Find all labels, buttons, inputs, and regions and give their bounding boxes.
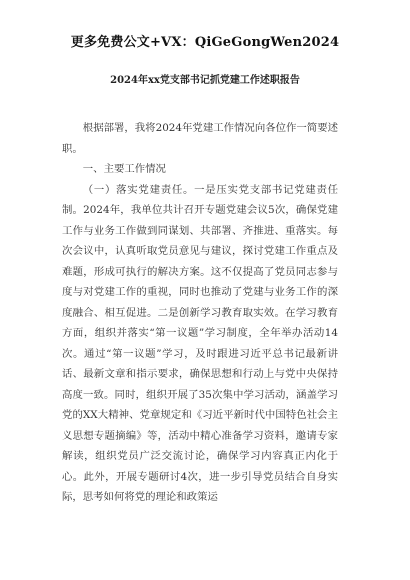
section-heading: 一、主要工作情况: [82, 163, 166, 175]
document-body: [62, 118, 338, 508]
watermark-header: 更多免费公文+VX：QiGeGongWen2024: [70, 35, 340, 50]
document-title: 2024年xx党支部书记抓党建工作述职报告: [110, 75, 300, 86]
paragraph-intro: 根据部署，我将2024年党建工作情况向各位作一简要述职。: [62, 122, 338, 155]
paragraph-responsibility: （一）落实党建责任。一是压实党支部书记党建责任制。2024年，我单位共计召开专题党建会议5次，确保党建工作与业务工作做到同谋划、共部署、齐推进、重落实。每次会议中，认真听取党员意见与建议，探讨党建工作重点及难题，形成可执行的解决方案。这不仅提高了党员同志参与度与对党建工作的重视，同时也推动了党建与业务工作的深度融合、相互促进。二是创新学习教育取实效。在学习教育方面，组织并落实“第一议题”学习制度，全年举办活动14次。通过“第一议题”学习，及时跟进习近平总书记最新讲话、最新文章和指示要求，确保思想和行动上与党中央保持高度一致。同时，组织开展了35次集中学习活动，涵盖学习党的XX大精神、党章规定和《习近平新时代中国特色社会主义思想专题摘编》等，活动中精心准备学习资料，邀请专家解读，组织党员广泛交流讨论，确保学习内容真正内化于心。此外，开展专题研讨4次，进一步引导党员结合自身实际，思考如何将党的理论和政策运: [62, 183, 338, 503]
